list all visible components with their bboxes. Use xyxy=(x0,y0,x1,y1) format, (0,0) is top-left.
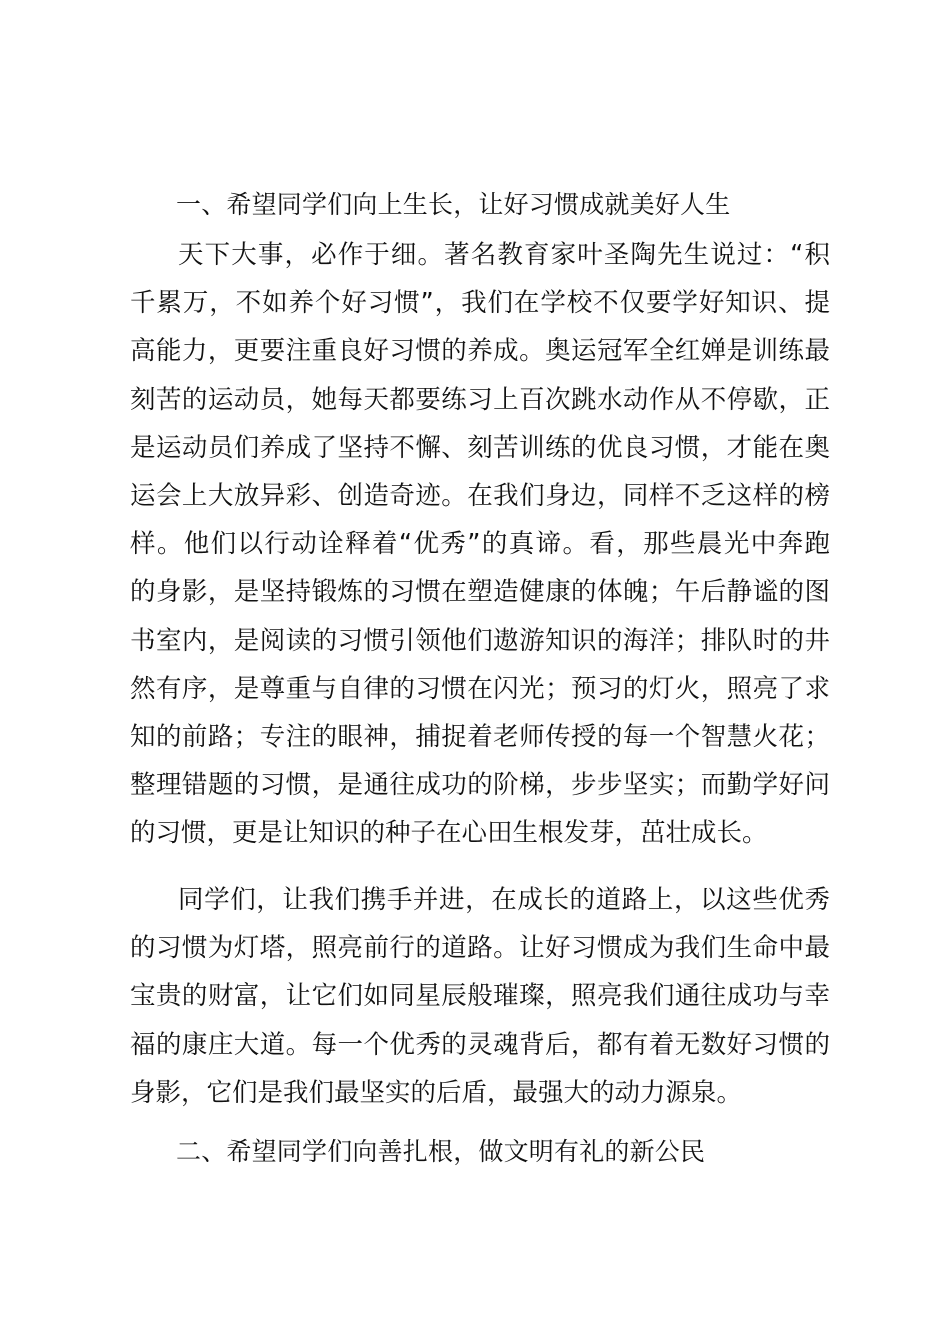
section-heading-2: 二、希望同学们向善扎根，做文明有礼的新公民 xyxy=(176,1137,706,1166)
paragraph-line: 书室内，是阅读的习惯引领他们遨游知识的海洋；排队时的井 xyxy=(130,625,830,656)
paragraph-line: 是运动员们养成了坚持不懈、刻苦训练的优良习惯，才能在奥 xyxy=(130,432,830,463)
paragraph-line: 的习惯为灯塔，照亮前行的道路。让好习惯成为我们生命中最 xyxy=(130,933,830,964)
paragraph-line: 然有序，是尊重与自律的习惯在闪光；预习的灯火，照亮了求 xyxy=(130,673,830,704)
paragraph-line: 的身影，是坚持锻炼的习惯在塑造健康的体魄；午后静谧的图 xyxy=(130,577,830,608)
paragraph-line: 的习惯，更是让知识的种子在心田生根发芽，茁壮成长。 xyxy=(130,818,768,849)
paragraph-line: 整理错题的习惯，是通往成功的阶梯，步步坚实；而勤学好问 xyxy=(130,770,830,801)
paragraph-line: 高能力，更要注重良好习惯的养成。奥运冠军全红婵是训练最 xyxy=(130,336,830,367)
paragraph-line: 知的前路；专注的眼神，捕捉着老师传授的每一个智慧火花； xyxy=(130,721,830,752)
paragraph-line: 同学们，让我们携手并进，在成长的道路上，以这些优秀 xyxy=(178,885,830,915)
paragraph-line: 千累万，不如养个好习惯”，我们在学校不仅要学好知识、提 xyxy=(130,288,830,319)
section-heading-1: 一、希望同学们向上生长，让好习惯成就美好人生 xyxy=(176,190,731,219)
paragraph-line: 样。他们以行动诠释着“优秀”的真谛。看，那些晨光中奔跑 xyxy=(130,529,830,560)
paragraph-line: 身影，它们是我们最坚实的后盾，最强大的动力源泉。 xyxy=(130,1077,743,1108)
paragraph-2 xyxy=(130,876,830,1117)
paragraph-1 xyxy=(130,231,830,857)
paragraph-line: 运会上大放异彩、创造奇迹。在我们身边，同样不乏这样的榜 xyxy=(130,480,830,511)
paragraph-line: 福的康庄大道。每一个优秀的灵魂背后，都有着无数好习惯的 xyxy=(130,1029,830,1060)
paragraph-line: 宝贵的财富，让它们如同星辰般璀璨，照亮我们通往成功与幸 xyxy=(130,981,830,1012)
paragraph-line: 天下大事，必作于细。著名教育家叶圣陶先生说过：“积 xyxy=(178,240,830,270)
paragraph-line: 刻苦的运动员，她每天都要练习上百次跳水动作从不停歇，正 xyxy=(130,384,830,415)
